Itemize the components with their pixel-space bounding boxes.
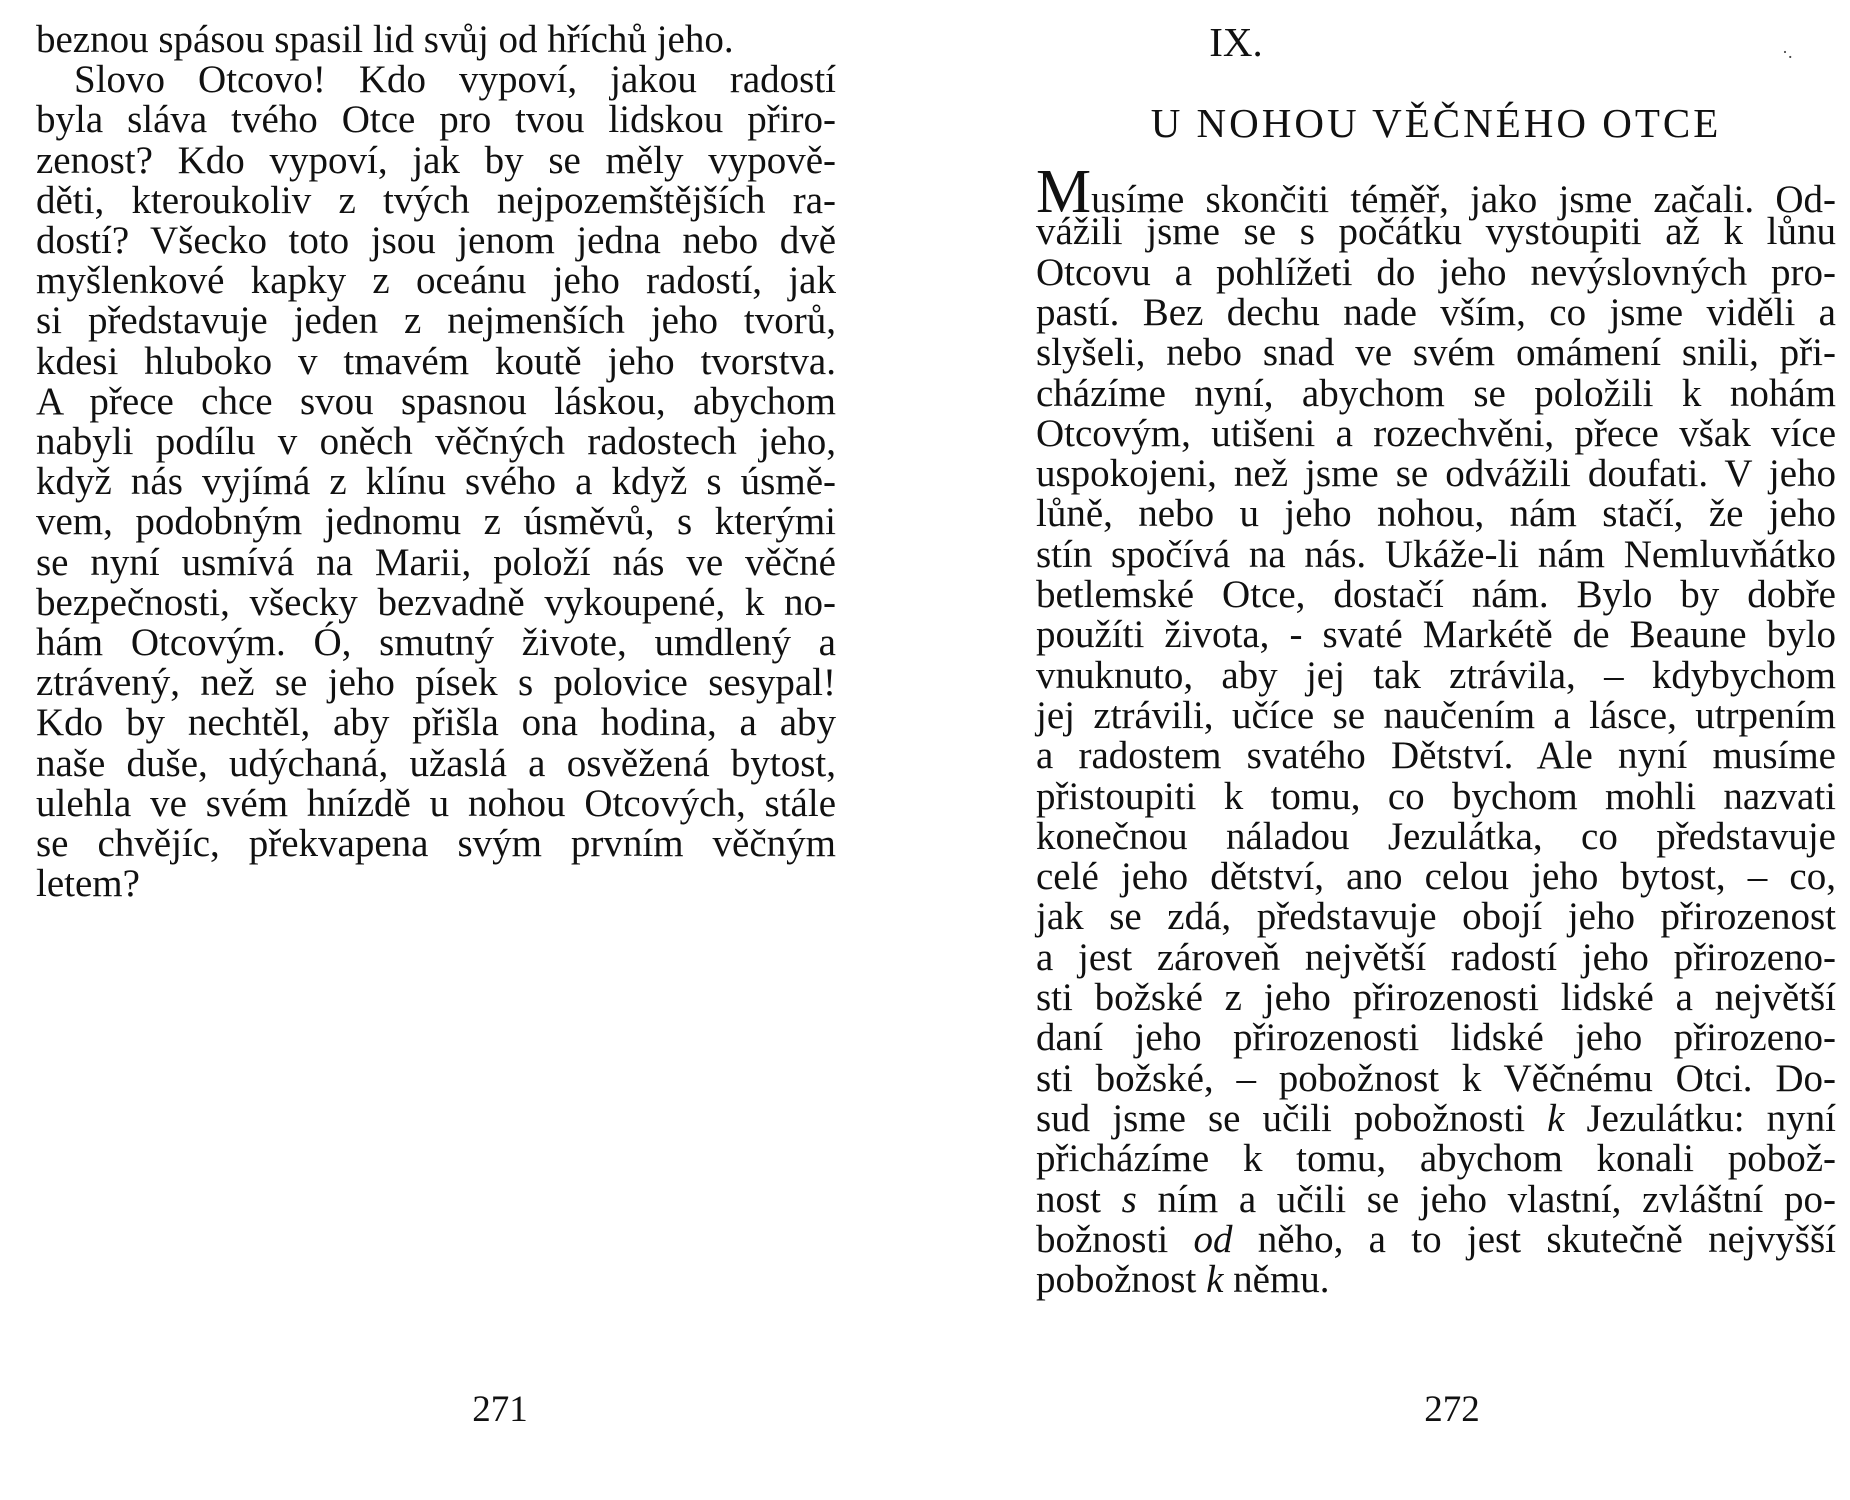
text-line: Slovo Otcovo! Kdo vypoví, jakou radostí bbox=[74, 58, 836, 101]
line-segment: přicházíme k tomu, abychom konali pobož- bbox=[1036, 1137, 1836, 1180]
line-segment: něho, a to jest skutečně nejvyšší bbox=[1232, 1218, 1836, 1261]
text-line: slyšeli, nebo snad ve svém omámení snili, při- bbox=[1036, 331, 1836, 374]
text-line: dostí? Všecko toto jsou jenom jedna nebo dvě bbox=[36, 219, 836, 262]
text-line: ulehla ve svém hnízdě u nohou Otcových, stále bbox=[36, 782, 836, 825]
right-page-number: 272 bbox=[1424, 1389, 1480, 1430]
text-line: a jest zároveň největší radostí jeho přirozeno- bbox=[1036, 936, 1836, 979]
text-line: bezpečnosti, všecky bezvadně vykoupené, k no- bbox=[36, 581, 836, 624]
text-line bbox=[1036, 158, 1836, 226]
line-segment: němu. bbox=[1223, 1258, 1330, 1301]
text-line: beznou spásou spasil lid svůj od hříchů jeho. bbox=[36, 18, 734, 61]
text-line: jak se zdá, představuje obojí jeho přirozenost bbox=[1036, 895, 1836, 938]
text-line: zenost? Kdo vypoví, jak by se měly vypově- bbox=[36, 139, 836, 182]
text-line: celé jeho dětství, ano celou jeho bytost, – co, bbox=[1036, 855, 1836, 898]
text-line: Otcovým, utišeni a rozechvěni, přece však více bbox=[1036, 412, 1836, 455]
text-line: vem, podobným jednomu z úsměvů, s kterými bbox=[36, 500, 836, 543]
text-line: lůně, nebo u jeho nohou, nám stačí, že jeho bbox=[1036, 492, 1836, 535]
text-line: naše duše, udýchaná, užaslá a osvěžená bytost, bbox=[36, 742, 836, 785]
text-line: se chvějíc, překvapena svým prvním věčným bbox=[36, 822, 836, 865]
first-line-text: usíme skončiti téměř, jako jsme začali. Od- bbox=[1091, 178, 1836, 221]
text-line: přistoupiti k tomu, co bychom mohli nazvati bbox=[1036, 775, 1836, 818]
text-line bbox=[1036, 1137, 1836, 1181]
text-line: a radostem svatého Dětství. Ale nyní musíme bbox=[1036, 734, 1836, 777]
text-line: vážili jsme se s počátku vystoupiti až k lůnu bbox=[1036, 210, 1836, 253]
italic-word: k bbox=[1206, 1258, 1224, 1301]
text-line: kdesi hluboko v tmavém koutě jeho tvorstva. bbox=[36, 340, 836, 383]
drop-cap: M bbox=[1036, 158, 1092, 226]
line-segment: nost bbox=[1036, 1178, 1122, 1221]
text-line: jej ztrávili, učíce se naučením a lásce, utrpením bbox=[1036, 694, 1836, 737]
text-line: letem? bbox=[36, 862, 140, 905]
text-line: se nyní usmívá na Marii, položí nás ve věčné bbox=[36, 541, 836, 584]
margin-mark: ·. bbox=[1782, 42, 1793, 62]
text-line: hám Otcovým. Ó, smutný živote, umdlený a bbox=[36, 621, 836, 664]
text-line: byla sláva tvého Otce pro tvou lidskou přiro- bbox=[36, 98, 836, 141]
text-line: vnuknuto, aby jej tak ztrávila, – kdybychom bbox=[1036, 654, 1836, 697]
line-segment: Jezulátku: nyní bbox=[1564, 1097, 1836, 1140]
text-line: myšlenkové kapky z oceánu jeho radostí, jak bbox=[36, 259, 836, 302]
line-segment: ním a učili se jeho vlastní, zvláštní po- bbox=[1136, 1178, 1837, 1221]
text-line: uspokojeni, než jsme se odvážili doufati. V jeho bbox=[1036, 452, 1836, 495]
chapter-title: U NOHOU VĚČNÉHO OTCE bbox=[1150, 100, 1722, 146]
text-line: použíti života, - svaté Markétě de Beaune bylo bbox=[1036, 613, 1836, 656]
text-line bbox=[1036, 1097, 1836, 1141]
text-line: Otcovu a pohlížeti do jeho nevýslovných pro- bbox=[1036, 251, 1836, 294]
text-line: pastí. Bez dechu nade vším, co jsme viděli a bbox=[1036, 291, 1836, 334]
text-line bbox=[1036, 1258, 1836, 1302]
text-line: cházíme nyní, abychom se položili k nohám bbox=[1036, 372, 1836, 415]
text-line bbox=[1036, 1178, 1836, 1222]
italic-word: s bbox=[1121, 1178, 1137, 1221]
text-line: sti božské, – pobožnost k Věčnému Otci. Do- bbox=[1036, 1057, 1836, 1100]
text-line: ztrávený, než se jeho písek s polovice sesypal! bbox=[36, 661, 836, 704]
text-line: nabyli podílu v oněch věčných radostech jeho, bbox=[36, 420, 836, 463]
text-line: betlemské Otce, dostačí nám. Bylo by dobře bbox=[1036, 573, 1836, 616]
italic-word: k bbox=[1547, 1097, 1565, 1140]
text-line: stín spočívá na nás. Ukáže-li nám Nemluvňátko bbox=[1036, 533, 1836, 576]
line-segment: sud jsme se učili pobožnosti bbox=[1036, 1097, 1548, 1140]
text-line: děti, kteroukoliv z tvých nejpozemštějších ra- bbox=[36, 179, 836, 222]
text-line: Kdo by nechtěl, aby přišla ona hodina, a aby bbox=[36, 701, 836, 744]
chapter-number: IX. bbox=[1209, 19, 1263, 65]
line-segment: pobožnost bbox=[1036, 1258, 1207, 1301]
italic-word: od bbox=[1193, 1218, 1233, 1261]
text-line: konečnou náladou Jezulátka, co představuje bbox=[1036, 815, 1836, 858]
left-page-number: 271 bbox=[472, 1389, 528, 1430]
text-line: daní jeho přirozenosti lidské jeho přirozeno- bbox=[1036, 1016, 1836, 1059]
text-line: sti božské z jeho přirozenosti lidské a největší bbox=[1036, 976, 1836, 1019]
text-line: si představuje jeden z nejmenších jeho tvorů, bbox=[36, 299, 836, 342]
text-line: když nás vyjímá z klínu svého a když s úsmě- bbox=[36, 460, 836, 503]
text-line: A přece chce svou spasnou láskou, abychom bbox=[36, 380, 836, 423]
text-line bbox=[1036, 1218, 1836, 1262]
line-segment: božnosti bbox=[1036, 1218, 1194, 1261]
